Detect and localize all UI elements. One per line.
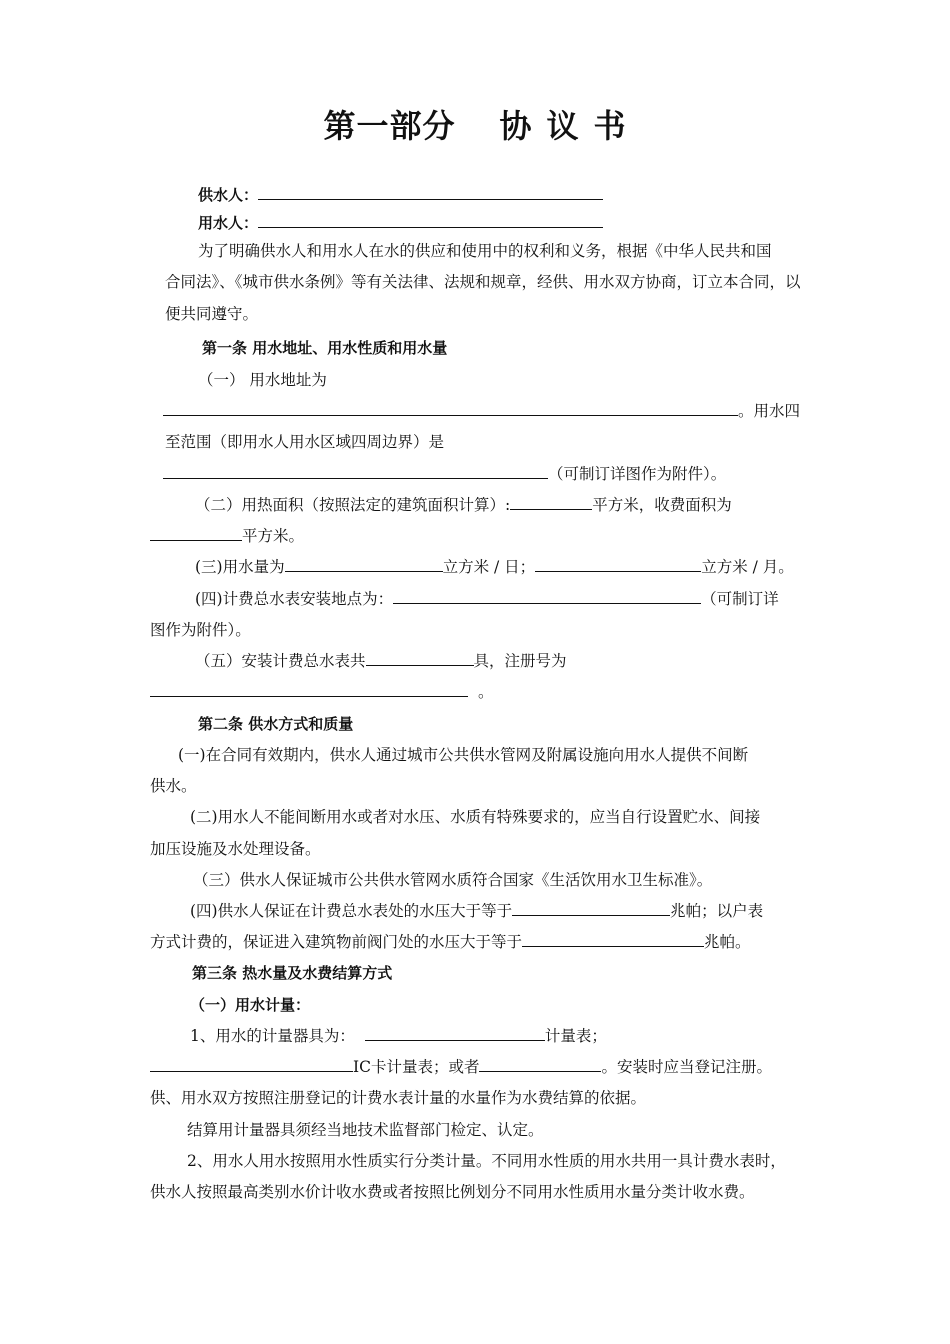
valve-pressure-blank xyxy=(522,932,704,947)
supplier-label: 供水人： xyxy=(198,186,259,204)
meter-pressure-blank xyxy=(512,901,670,916)
article-2-item-4-line-2-text: 方式计费的，保证进入建筑物前阀门处的水压大于等于 xyxy=(150,933,523,951)
article-3-p1-reg: 。安装时应当登记注册。 xyxy=(601,1058,772,1076)
article-2-heading: 第二条 供水方式和质量 xyxy=(198,715,354,733)
article-2-item-2-line-2: 加压设施及水处理设备。 xyxy=(150,840,321,858)
article-2-item-1-line-1: (一)在合同有效期内，供水人通过城市公共供水管网及附属设施向用水人提供不间断 xyxy=(178,746,749,764)
user-line xyxy=(198,213,603,233)
article-1-item-4-text: (四)计费总水表安装地点为： xyxy=(195,590,394,608)
meter-location-blank xyxy=(393,589,701,604)
article-2-item-4-line-2 xyxy=(150,932,751,952)
heating-area-blank xyxy=(510,495,592,510)
article-1-item-2-line xyxy=(195,495,732,515)
article-3-p2-line-1: 2、用水人用水按照用水性质实行分类计量。不同用水性质的用水共用一具计费水表时， xyxy=(187,1152,786,1170)
article-3-p1-ic: IC卡计量表；或者 xyxy=(353,1058,480,1076)
other-meter-blank xyxy=(479,1057,601,1072)
article-1-item-3-month: 立方米 / 月。 xyxy=(701,558,794,576)
monthly-volume-blank xyxy=(535,557,701,572)
article-1-item-1-line-2: 至范围（即用水人用水区域四周边界）是 xyxy=(165,433,445,451)
article-3-p1-line-1 xyxy=(190,1026,607,1046)
article-3-p2-line-2: 供水人按照最高类别水价计收水费或者按照比例划分不同用水性质用水量分类计收水费。 xyxy=(150,1183,755,1201)
article-1-item-2-text: （二）用热面积（按照法定的建筑面积计算）: xyxy=(195,496,511,514)
title-part: 第一部分 xyxy=(323,107,456,145)
article-2-item-4-unit-2: 兆帕。 xyxy=(704,933,751,951)
article-1-item-5-line xyxy=(195,651,567,671)
boundary-blank xyxy=(163,464,548,479)
article-1-heading: 第一条 用水地址、用水性质和用水量 xyxy=(202,339,448,357)
article-2-item-4-unit-1: 兆帕；以户表 xyxy=(670,902,764,920)
article-2-item-4-text: (四)供水人保证在计费总水表处的水压大于等于 xyxy=(190,902,513,920)
article-1-item-2-mid: 平方米，收费面积为 xyxy=(592,496,732,514)
title-char-3: 书 xyxy=(593,107,627,145)
title-char-1: 协 xyxy=(499,107,533,145)
article-3-p1-meter: 计量表； xyxy=(544,1027,607,1045)
article-3-sub-1: （一）用水计量： xyxy=(190,996,311,1014)
article-1-item-1-label: （一） 用水地址为 xyxy=(198,371,327,389)
preamble-line-1: 为了明确供水人和用水人在水的供应和使用中的权利和义务，根据《中华人民共和国 xyxy=(198,242,772,260)
meter-count-blank xyxy=(366,651,474,666)
article-1-item-4-line-2: 图作为附件）。 xyxy=(150,621,251,639)
address-blank xyxy=(163,401,738,416)
article-1-item-5-text: （五）安装计费总水表共 xyxy=(195,652,366,670)
article-1-item-1-boundary-line xyxy=(163,464,726,484)
preamble-line-3: 便共同遵守。 xyxy=(165,305,259,323)
article-1-item-5-end: 。 xyxy=(478,683,494,701)
user-blank xyxy=(258,213,603,228)
article-1-item-5-mid: 具，注册号为 xyxy=(473,652,567,670)
article-1-item-1-tail: 。用水四 xyxy=(738,402,801,420)
article-1-item-4-line xyxy=(195,589,779,609)
preamble-line-2: 合同法》、《城市供水条例》等有关法律、法规和规章，经供、用水双方协商，订立本合同，以 xyxy=(165,273,801,291)
article-2-item-3: （三）供水人保证城市公共供水管网水质符合国家《生活饮用水卫生标准》。 xyxy=(193,871,713,889)
ic-meter-blank xyxy=(150,1057,353,1072)
article-3-heading: 第三条 热水量及水费结算方式 xyxy=(192,964,393,982)
article-3-p1-line-2 xyxy=(150,1057,772,1077)
supplier-line xyxy=(198,185,603,205)
article-1-item-2-line-2 xyxy=(150,526,304,546)
supplier-blank xyxy=(258,185,603,200)
article-2-item-4-line xyxy=(190,901,763,921)
article-3-p1-line-3: 供、用水双方按照注册登记的计费水表计量的水量作为水费结算的依据。 xyxy=(150,1089,647,1107)
article-1-item-3-line xyxy=(195,557,794,577)
page-title xyxy=(0,106,950,146)
meter-type-blank xyxy=(365,1026,545,1041)
article-1-item-3-text: (三)用水量为 xyxy=(195,558,285,576)
article-1-item-1-note: （可制订详图作为附件）。 xyxy=(548,465,727,483)
article-1-item-5-line-2 xyxy=(150,682,494,702)
charge-area-blank xyxy=(150,526,242,541)
user-label: 用水人： xyxy=(198,214,259,232)
article-2-item-2-line-1: (二)用水人不能间断用水或者对水压、水质有特殊要求的，应当自行设置贮水、间接 xyxy=(190,808,761,826)
article-1-item-1-line xyxy=(163,401,800,421)
article-1-item-4-note: （可制订详 xyxy=(701,590,779,608)
article-3-p1-text: 1、用水的计量器具为： xyxy=(190,1027,355,1045)
article-2-item-1-line-2: 供水。 xyxy=(150,777,197,795)
daily-volume-blank xyxy=(285,557,443,572)
article-3-p1-line-4: 结算用计量器具须经当地技术监督部门检定、认定。 xyxy=(187,1121,544,1139)
registration-number-blank xyxy=(150,682,468,697)
article-1-item-2-end: 平方米。 xyxy=(242,527,305,545)
article-1-item-3-day: 立方米 / 日； xyxy=(442,558,536,576)
title-char-2: 议 xyxy=(546,107,580,145)
